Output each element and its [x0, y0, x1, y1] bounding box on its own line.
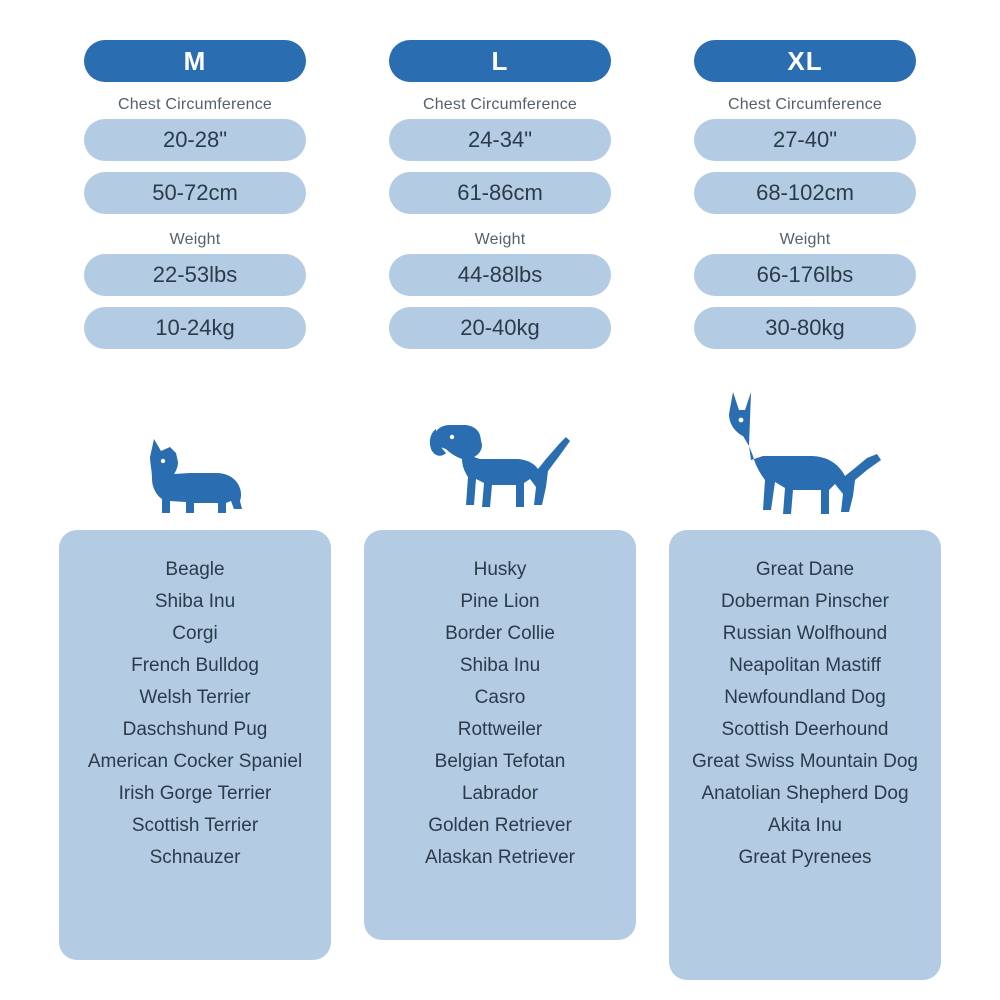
list-item: Great Dane [755, 559, 855, 580]
list-item: Schnauzer [149, 847, 241, 868]
chest-label-xl: Chest Circumference [727, 96, 883, 113]
size-header-xl: XL [694, 40, 916, 82]
breed-list-xl [669, 530, 941, 980]
chest-inches-l: 24-34" [389, 119, 611, 161]
weight-label-l: Weight [474, 231, 526, 248]
weight-lbs-xl: 66-176lbs [694, 254, 916, 296]
list-item: Doberman Pinscher [721, 591, 889, 612]
weight-lbs-l: 44-88lbs [389, 254, 611, 296]
chest-cm-xl: 68-102cm [694, 172, 916, 214]
list-item: Golden Retriever [428, 815, 572, 836]
chest-inches-m: 20-28" [84, 119, 306, 161]
size-header-l: L [389, 40, 611, 82]
list-item: Belgian Tefotan [434, 751, 566, 772]
list-item: American Cocker Spaniel [87, 751, 303, 772]
great-dane-silhouette [715, 374, 895, 524]
list-item: Anatolian Shepherd Dog [701, 783, 909, 804]
list-item: Shiba Inu [459, 655, 541, 676]
breed-list-l [364, 530, 636, 940]
weight-kg-l: 20-40kg [389, 307, 611, 349]
beagle-silhouette [420, 374, 580, 524]
chest-cm-l: 61-86cm [389, 172, 611, 214]
weight-label-xl: Weight [779, 231, 831, 248]
list-item: Great Swiss Mountain Dog [692, 751, 918, 772]
size-column-l [360, 40, 640, 940]
chest-label-l: Chest Circumference [422, 96, 578, 113]
list-item: Casro [474, 687, 526, 708]
list-item: Border Collie [445, 623, 555, 644]
list-item: Russian Wolfhound [722, 623, 888, 644]
chest-label-m: Chest Circumference [117, 96, 273, 113]
list-item: Corgi [172, 623, 218, 644]
breed-list-m [59, 530, 331, 960]
list-item: Scottish Terrier [131, 815, 259, 836]
weight-lbs-m: 22-53lbs [84, 254, 306, 296]
list-item: Beagle [165, 559, 225, 580]
size-column-xl [665, 40, 945, 980]
corgi-silhouette [130, 374, 260, 524]
list-item: Neapolitan Mastiff [729, 655, 881, 676]
list-item: Scottish Deerhound [721, 719, 889, 740]
list-item: Alaskan Retriever [425, 847, 575, 868]
list-item: French Bulldog [131, 655, 259, 676]
list-item: Akita Inu [768, 815, 842, 836]
list-item: Labrador [461, 783, 539, 804]
list-item: Husky [473, 559, 527, 580]
list-item: Pine Lion [460, 591, 540, 612]
list-item: Rottweiler [457, 719, 543, 740]
chest-cm-m: 50-72cm [84, 172, 306, 214]
weight-kg-m: 10-24kg [84, 307, 306, 349]
weight-kg-xl: 30-80kg [694, 307, 916, 349]
weight-label-m: Weight [169, 231, 221, 248]
list-item: Welsh Terrier [139, 687, 251, 708]
list-item: Irish Gorge Terrier [118, 783, 272, 804]
list-item: Shiba Inu [154, 591, 236, 612]
list-item: Great Pyrenees [738, 847, 872, 868]
list-item: Daschshund Pug [122, 719, 268, 740]
list-item: Newfoundland Dog [724, 687, 886, 708]
size-column-m [55, 40, 335, 960]
size-header-m: M [84, 40, 306, 82]
chest-inches-xl: 27-40" [694, 119, 916, 161]
